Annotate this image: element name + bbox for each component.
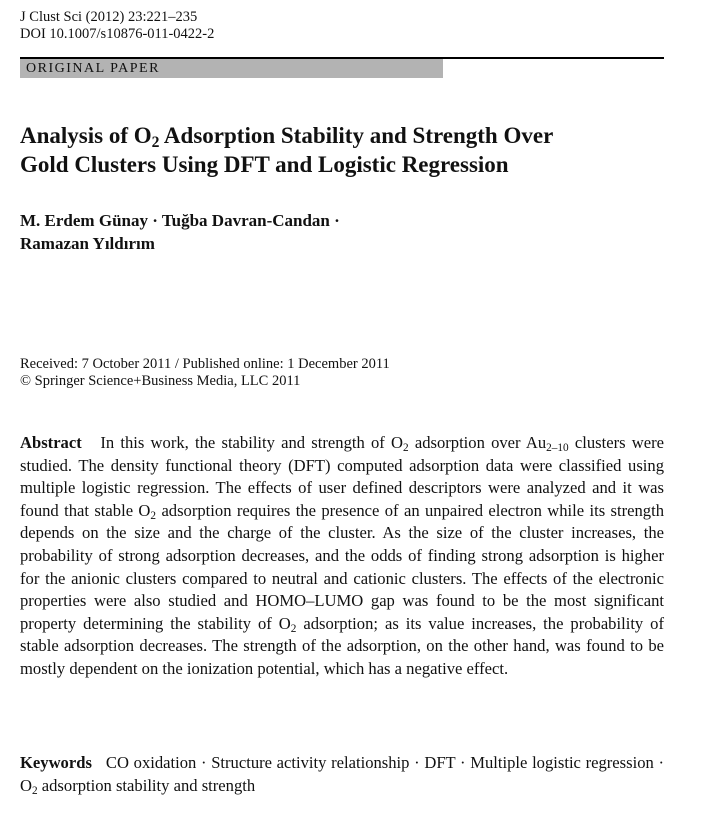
title-line2: Gold Clusters Using DFT and Logistic Regression bbox=[20, 152, 509, 177]
abstract bbox=[20, 432, 664, 681]
copyright-line: © Springer Science+Business Media, LLC 2011 bbox=[20, 373, 301, 389]
keywords-text: CO oxidation · Structure activity relationship · DFT · Multiple logistic regression · O bbox=[20, 753, 664, 795]
abstract-subscript: 2–10 bbox=[546, 441, 569, 454]
keywords bbox=[20, 751, 664, 797]
abstract-text: adsorption requires the presence of an unpaired electron while its strength depends on the size and the charge of the cluster. As the size of the cluster increases, the probability of strong adsorption decreases, and the odds of finding strong adsorption is higher for the anionic clusters compared to neutral and cationic clusters. The effects of the electronic properties were also studied and HOMO–LUMO gap was found to be the most significant property determining the stability of O bbox=[20, 500, 664, 633]
journal-doi: DOI 10.1007/s10876-011-0422-2 bbox=[20, 26, 215, 42]
abstract-text: In this work, the stability and strength of O bbox=[100, 433, 403, 452]
author-1: M. Erdem Günay bbox=[20, 211, 148, 230]
author-3: Ramazan Yıldırım bbox=[20, 234, 155, 253]
abstract-subscript: 2 bbox=[402, 441, 409, 454]
section-label: ORIGINAL PAPER bbox=[26, 61, 160, 76]
publication-dates bbox=[20, 356, 390, 390]
keywords-text: adsorption stability and strength bbox=[37, 776, 256, 795]
journal-header bbox=[20, 9, 214, 43]
abstract-text: clusters were studied. The density functional theory (DFT) computed adsorption data were classified using multiple logistic regression. The effects of user defined descriptors were analyzed and it was found that stable O bbox=[20, 433, 665, 520]
keywords-subscript: 2 bbox=[31, 784, 38, 797]
title-subscript: 2 bbox=[151, 133, 160, 151]
journal-citation: J Clust Sci (2012) 23:221–235 bbox=[20, 9, 198, 25]
title-part2: Adsorption Stability and Strength Over bbox=[159, 123, 554, 148]
title-part1: Analysis of O bbox=[20, 123, 152, 148]
abstract-text: adsorption over Au bbox=[408, 433, 547, 452]
abstract-heading: Abstract bbox=[20, 433, 82, 452]
author-separator: · bbox=[329, 211, 340, 230]
abstract-text: adsorption; as its value increases, the probability of stable adsorption decreases. The strength of the adsorption, on the other hand, was found to be mostly dependent on the ionization potential, which has a negative effect. bbox=[20, 613, 665, 678]
author-separator: · bbox=[147, 211, 162, 230]
received-date: Received: 7 October 2011 / Published online: 1 December 2011 bbox=[20, 356, 390, 372]
author-2: Tuğba Davran-Candan bbox=[161, 211, 330, 230]
abstract-subscript: 2 bbox=[290, 622, 297, 635]
keywords-heading: Keywords bbox=[20, 753, 92, 772]
author-list bbox=[20, 209, 680, 255]
abstract-subscript: 2 bbox=[150, 509, 157, 522]
paper-title bbox=[20, 121, 680, 179]
